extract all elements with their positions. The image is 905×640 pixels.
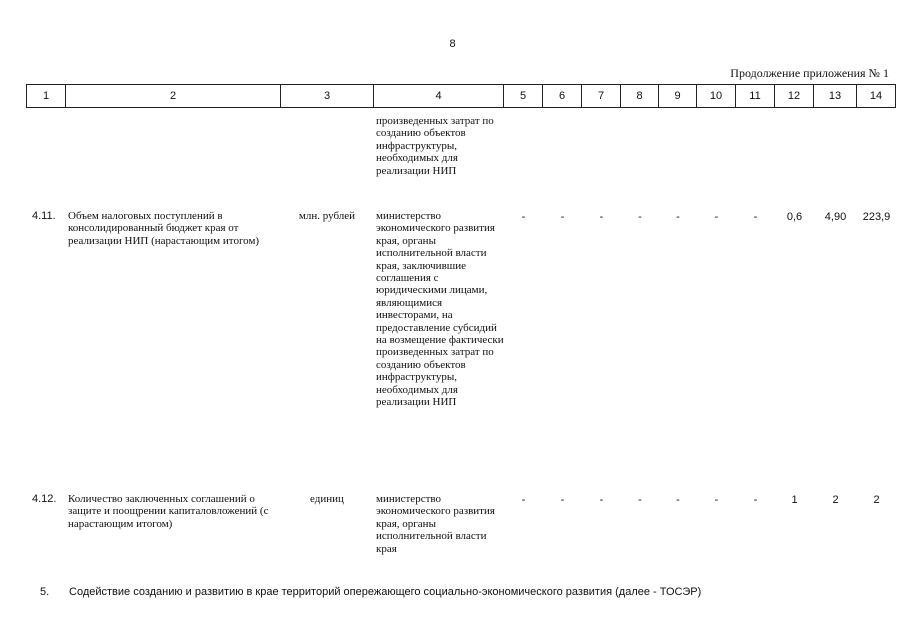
header-row <box>27 85 896 108</box>
responsible: министерство экономического развития края, органы исполнительной власти края <box>376 493 495 555</box>
value-col-13: 2 <box>832 494 839 506</box>
header-cell: 4 <box>374 85 504 108</box>
header-cell: 11 <box>736 85 775 108</box>
header-cell: 12 <box>775 85 814 108</box>
value-col-14: 2 <box>873 494 880 506</box>
responsible: министерство экономического развития края, органы исполнительной власти края, заключившие соглашения с юридическими лицами, являющимися инвесторами, на предоставление субсидий на возмещение фактически произведенных затрат по созданию объектов инфраструктуры, необходимых для реализации НИП <box>376 210 504 409</box>
value-col-8: - <box>638 494 642 506</box>
value-col-7: - <box>599 494 604 506</box>
header-cell: 14 <box>857 85 896 108</box>
value-col-6: - <box>560 494 565 506</box>
value-col-8: - <box>638 211 642 223</box>
unit: единиц <box>310 493 344 505</box>
value-col-5: - <box>521 494 526 506</box>
value-col-11: - <box>753 211 758 223</box>
value-col-6: - <box>560 211 565 223</box>
header-cell: 13 <box>814 85 857 108</box>
value-col-11: - <box>753 494 758 506</box>
header-cell: 5 <box>504 85 543 108</box>
header-cell: 9 <box>659 85 697 108</box>
value-col-10: - <box>714 211 719 223</box>
row-number: 4.12. <box>32 493 57 505</box>
continued-responsible-text: произведенных затрат по созданию объектов инфраструктуры, необходимых для реализации НИП <box>376 115 494 177</box>
header-cell: 6 <box>543 85 582 108</box>
value-col-10: - <box>714 494 719 506</box>
indicator-name: Объем налоговых поступлений в консолидированный бюджет края от реализации НИП (нарастающим итогом) <box>68 210 260 247</box>
column-header-table <box>26 84 896 108</box>
value-col-13: 4,90 <box>824 211 847 223</box>
indicator-name: Количество заключенных соглашений о защите и поощрении капиталовложений (с нарастающим итогом) <box>68 493 269 530</box>
value-col-9: - <box>676 211 680 223</box>
unit: млн. рублей <box>298 210 356 222</box>
header-cell: 7 <box>582 85 621 108</box>
continuation-note: Продолжение приложения № 1 <box>730 66 889 80</box>
value-col-9: - <box>676 494 680 506</box>
value-col-5: - <box>521 211 526 223</box>
value-col-12: 1 <box>791 494 798 506</box>
header-cell: 1 <box>27 85 66 108</box>
value-col-7: - <box>599 211 604 223</box>
value-col-14: 223,9 <box>862 211 891 223</box>
page-number: 8 <box>449 38 456 50</box>
header-cell: 3 <box>281 85 374 108</box>
header-cell: 8 <box>621 85 659 108</box>
header-cell: 10 <box>697 85 736 108</box>
value-col-12: 0,6 <box>786 211 803 223</box>
section-title: Содействие созданию и развитию в крае территорий опережающего социально-экономического развития (далее - ТОСЭР) <box>69 586 702 598</box>
row-number: 4.11. <box>32 210 56 222</box>
header-cell: 2 <box>66 85 281 108</box>
section-number: 5. <box>40 586 50 598</box>
